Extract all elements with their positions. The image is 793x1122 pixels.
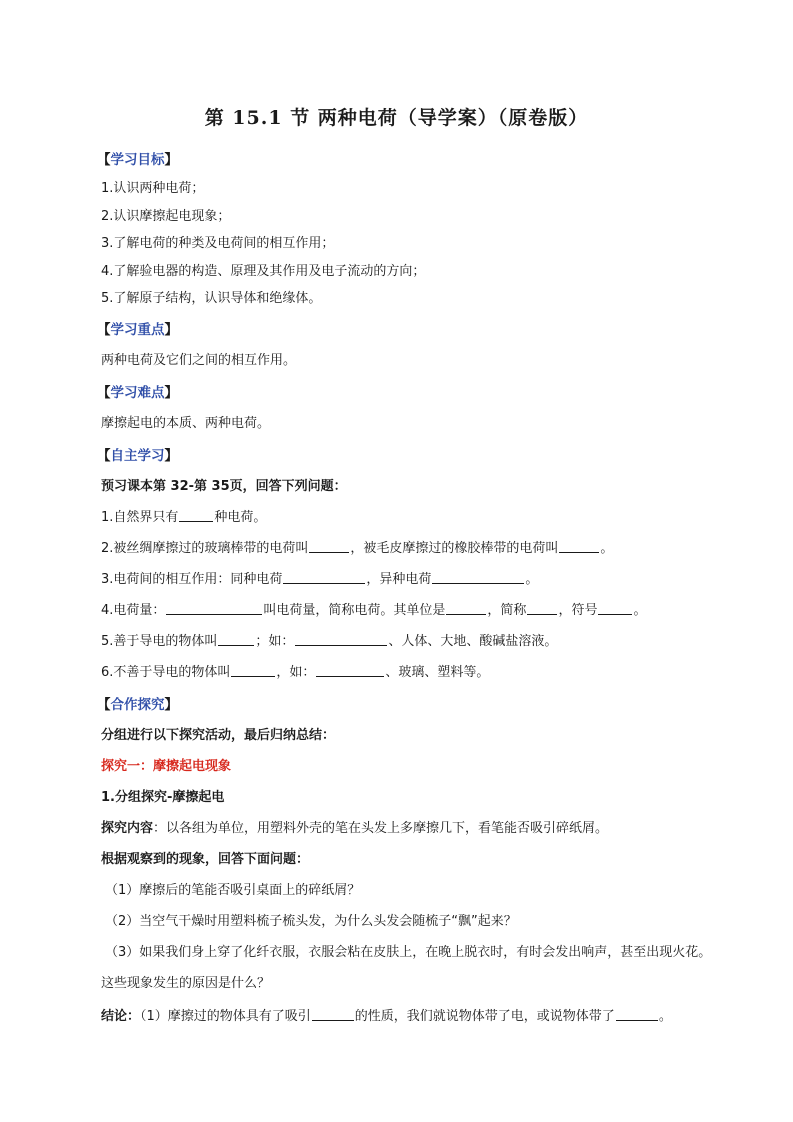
section-heading-difficulty: 【学习难点】 — [97, 384, 178, 401]
answer-blank[interactable] — [616, 1007, 658, 1021]
answer-blank[interactable] — [283, 570, 365, 584]
answer-blank[interactable] — [598, 601, 632, 615]
section-heading-self-study: 【自主学习】 — [97, 447, 178, 464]
answer-blank[interactable] — [166, 601, 262, 615]
cooperate-intro: 分组进行以下探究活动，最后归纳总结： — [101, 727, 336, 743]
answer-blank[interactable] — [295, 632, 387, 646]
answer-blank[interactable] — [432, 570, 524, 584]
answer-blank[interactable] — [309, 539, 349, 553]
section-heading-goals: 【学习目标】 — [97, 152, 178, 168]
observe-question: （2）当空气干燥时用塑料梳子梳头发，为什么头发会随梳子“飘”起来？ — [105, 913, 517, 929]
answer-blank[interactable] — [218, 632, 254, 646]
question-1: 1.自然界只有 种电荷。 — [101, 509, 267, 525]
goal-item: 4.了解验电器的构造、原理及其作用及电子流动的方向； — [101, 263, 426, 279]
section-heading-cooperate: 【合作探究】 — [97, 696, 178, 713]
question-4: 4.电荷量： 叫电荷量，简称电荷。其单位是 ，简称 ，符号 。 — [101, 602, 647, 618]
page-title: 第 15.1 节 两种电荷（导学案）（原卷版） — [204, 107, 589, 129]
answer-blank[interactable] — [316, 663, 384, 677]
answer-blank[interactable] — [527, 601, 557, 615]
goal-item: 3.了解电荷的种类及电荷间的相互作用； — [101, 236, 335, 251]
answer-blank[interactable] — [446, 601, 486, 615]
observe-question: （1）摩擦后的笔能否吸引桌面上的碎纸屑？ — [105, 882, 361, 898]
answer-blank[interactable] — [179, 508, 213, 522]
question-3: 3.电荷间的相互作用：同种电荷 ，异种电荷 。 — [101, 571, 539, 587]
question-5: 5.善于导电的物体叫 ；如： 、人体、大地、酸碱盐溶液。 — [101, 633, 558, 649]
difficulty-text: 摩擦起电的本质、两种电荷。 — [101, 415, 271, 431]
key-text: 两种电荷及它们之间的相互作用。 — [101, 352, 297, 368]
goal-item: 1.认识两种电荷； — [101, 181, 205, 196]
question-6: 6.不善于导电的物体叫 ，如： 、玻璃、塑料等。 — [101, 664, 490, 680]
goal-item: 2.认识摩擦起电现象； — [101, 208, 231, 224]
answer-blank[interactable] — [231, 663, 275, 677]
observe-question: （3）如果我们身上穿了化纤衣服，衣服会粘在皮肤上，在晚上脱衣时，有时会发出响声，甚至出现火花。这些现象发生的原因是什么？ — [101, 944, 712, 991]
answer-blank[interactable] — [559, 539, 599, 553]
explore-content: 探究内容：以各组为单位，用塑料外壳的笔在头发上多摩擦几下，看笔能否吸引碎纸屑。 — [101, 820, 609, 836]
self-study-intro: 预习课本第 32-第 35页，回答下列问题： — [101, 478, 347, 494]
explore-title: 探究一：摩擦起电现象 — [101, 758, 232, 774]
observe-prompt: 根据观察到的现象，回答下面问题： — [101, 851, 310, 867]
conclusion: 结论：（1）摩擦过的物体具有了吸引 的性质，我们就说物体带了电，或说物体带了 。 — [101, 1008, 672, 1024]
question-2: 2.被丝绸摩擦过的玻璃棒带的电荷叫 ，被毛皮摩擦过的橡胶棒带的电荷叫 。 — [101, 540, 614, 556]
document-body — [97, 143, 721, 1032]
answer-blank[interactable] — [312, 1007, 354, 1021]
goal-item: 5.了解原子结构，认识导体和绝缘体。 — [101, 291, 322, 306]
explore-sub-title: 1.分组探究-摩擦起电 — [101, 789, 225, 805]
section-heading-key: 【学习重点】 — [97, 321, 178, 338]
